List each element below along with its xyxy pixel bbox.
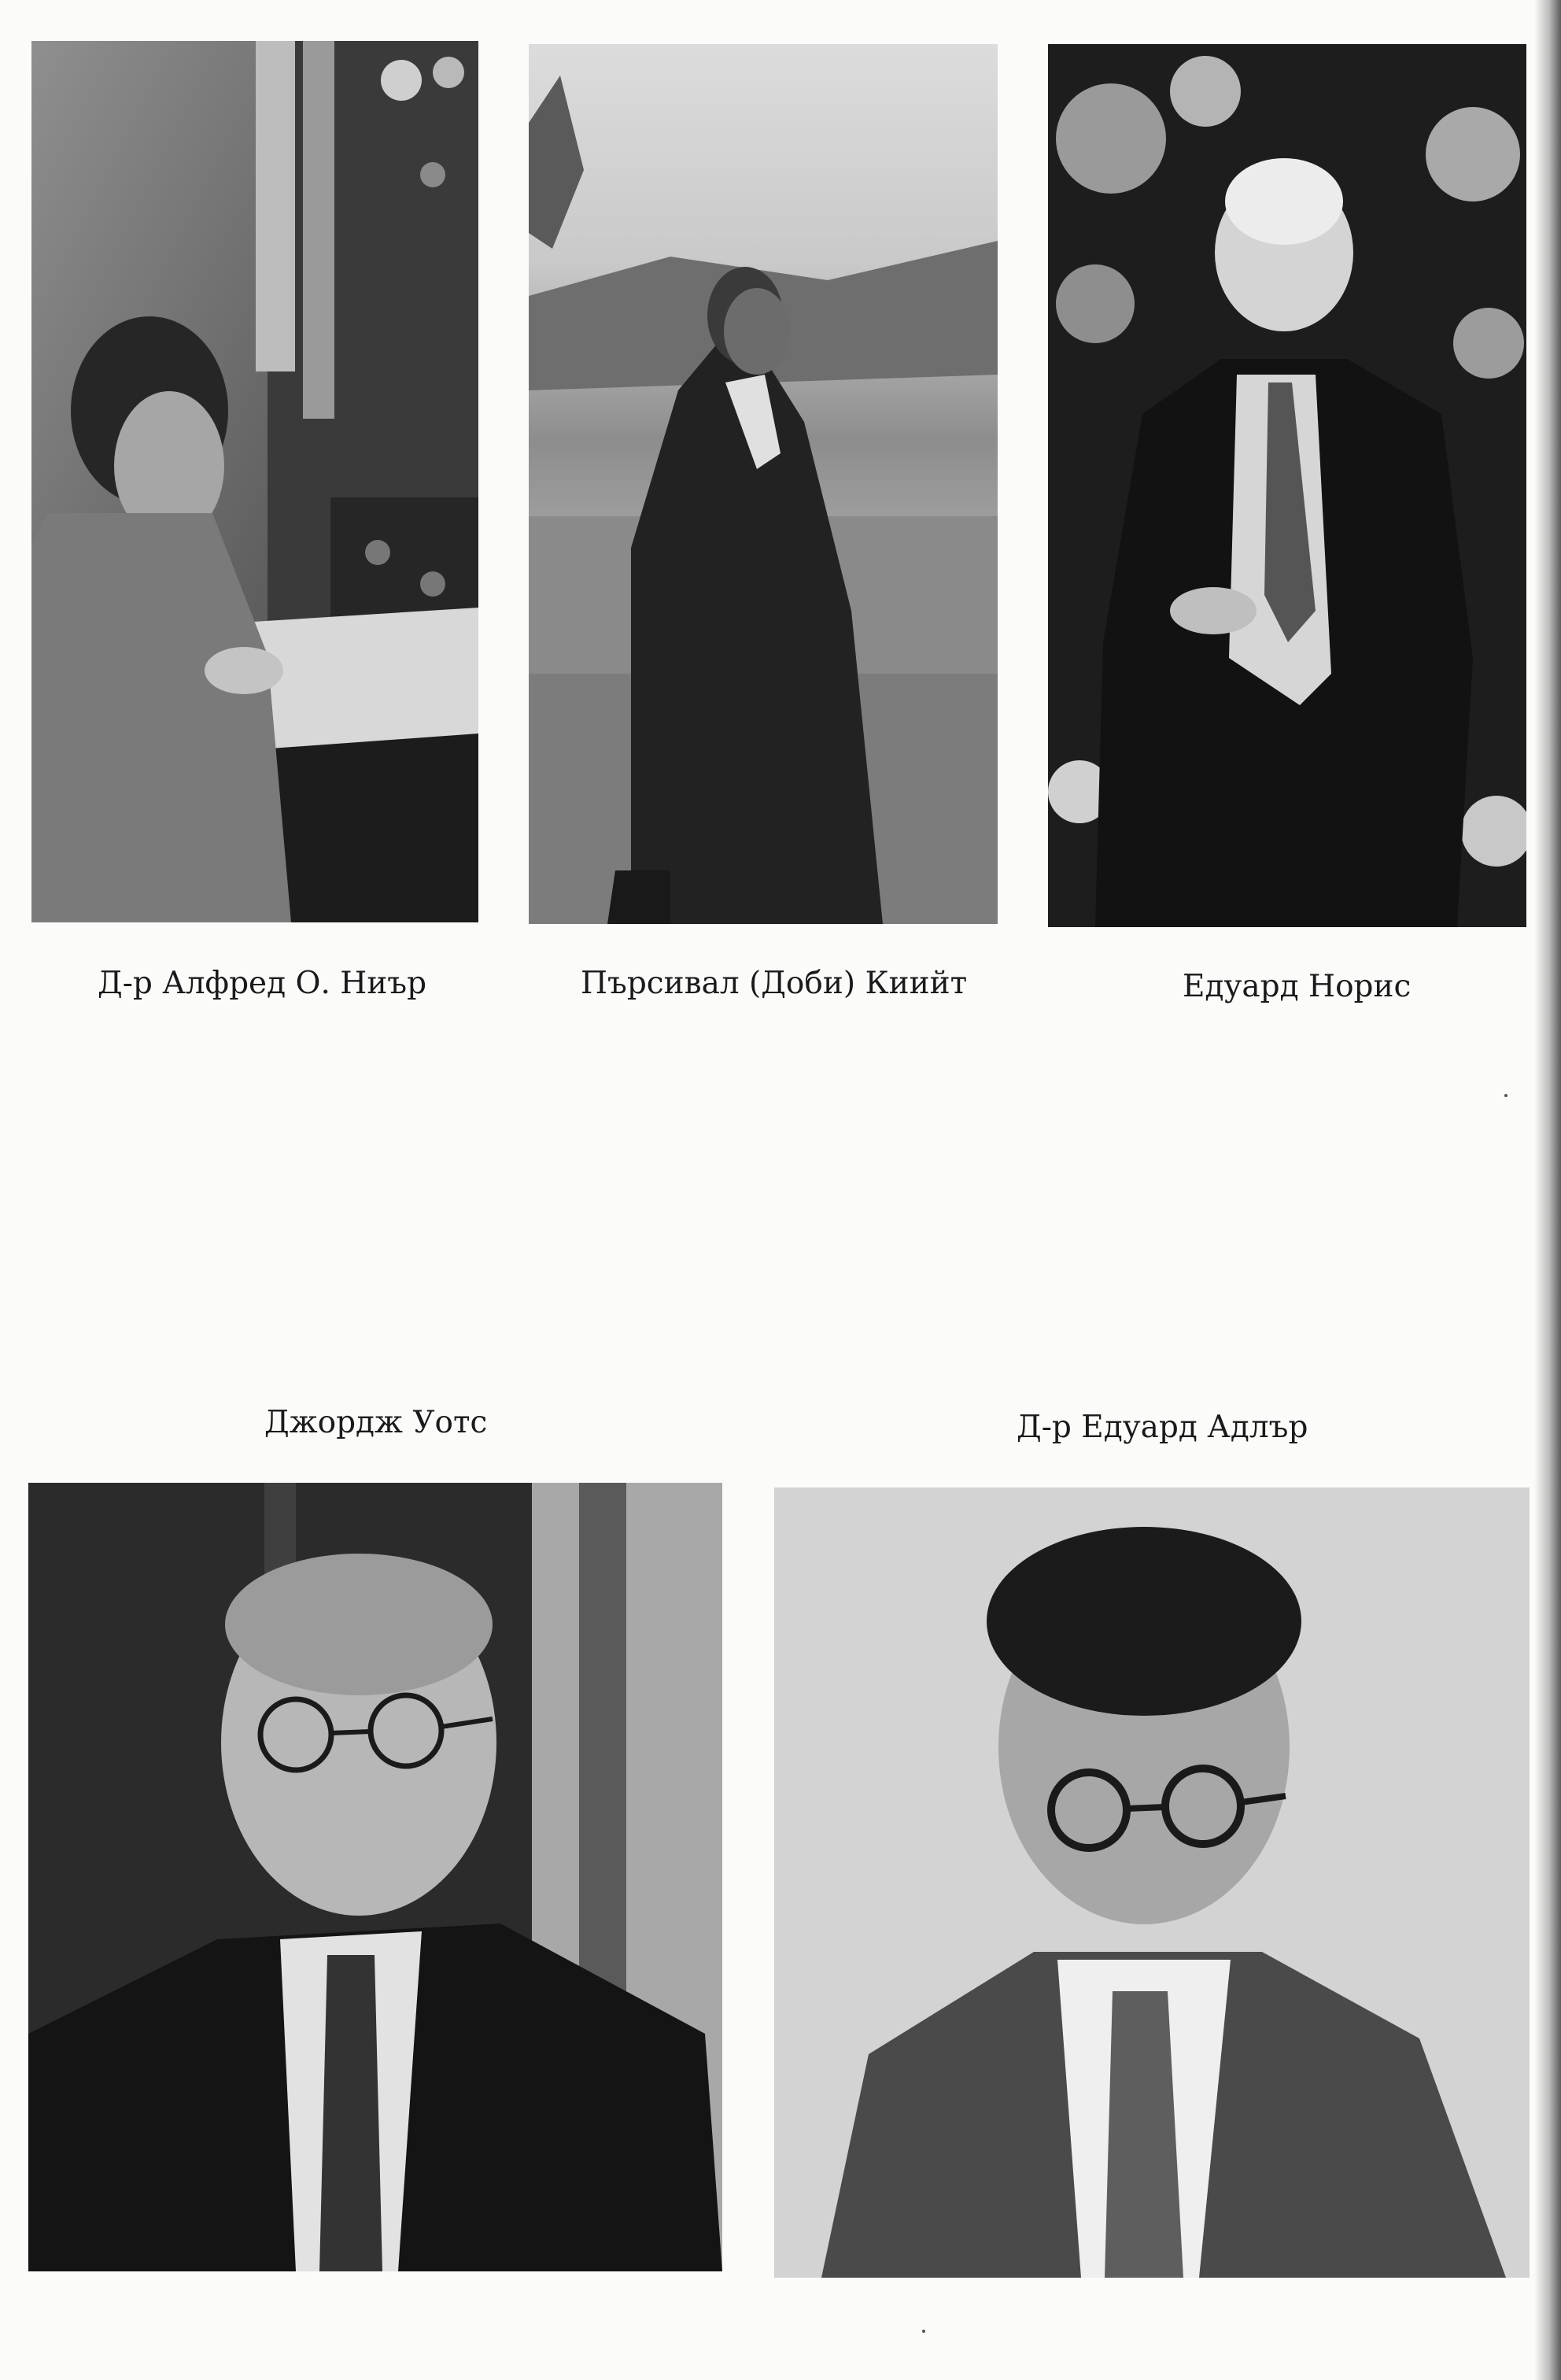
print-speck	[922, 2330, 925, 2333]
print-speck	[1504, 1094, 1507, 1097]
book-binding-shadow	[1534, 0, 1561, 2380]
photo-percival-keith	[529, 44, 998, 924]
photo-edward-norris	[1048, 44, 1526, 927]
photo-george-watts	[28, 1483, 722, 2271]
caption-alfred-nier: Д-р Алфред О. Ниър	[98, 966, 427, 1001]
caption-percival-keith: Пърсивал (Доби) Киийт	[581, 966, 968, 1001]
caption-george-watts: Джордж Уотс	[264, 1405, 488, 1440]
caption-edward-norris: Едуард Норис	[1183, 969, 1412, 1004]
photo-alfred-nier	[31, 41, 478, 922]
photo-edward-adler	[774, 1488, 1530, 2278]
caption-edward-adler: Д-р Едуард Адлър	[1017, 1410, 1308, 1445]
